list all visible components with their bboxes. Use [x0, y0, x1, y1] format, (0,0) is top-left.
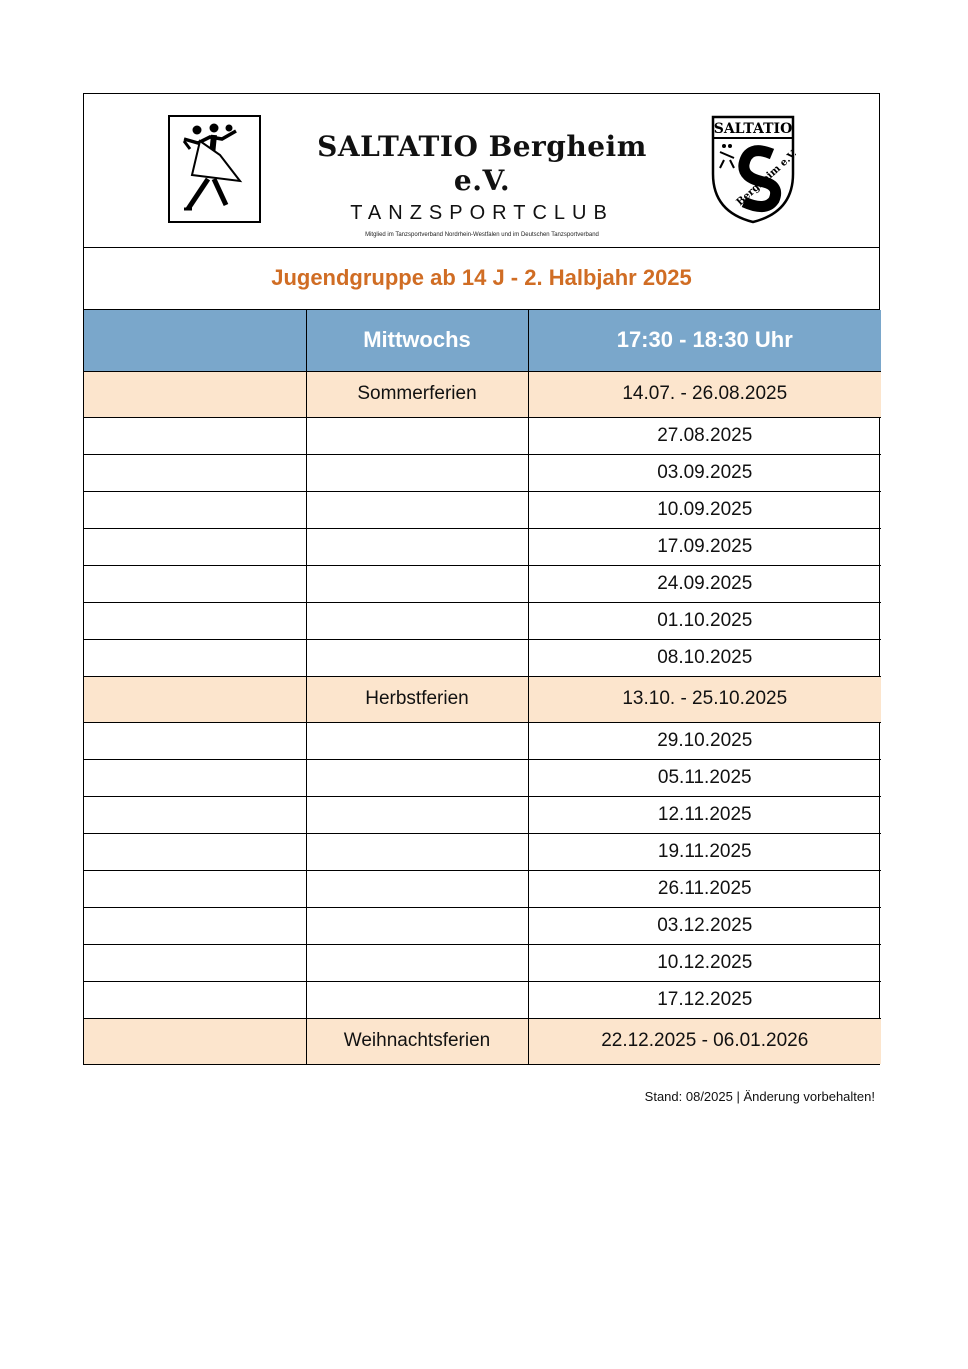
holiday-row: [84, 676, 881, 722]
row-cell-label: [306, 639, 528, 676]
table-row: [84, 907, 881, 944]
row-cell-label: [306, 870, 528, 907]
club-header: [84, 94, 879, 248]
row-cell-blank: [84, 759, 306, 796]
club-name: SALTATIO Bergheim e.V.: [317, 130, 647, 197]
row-cell-date: 03.09.2025: [528, 454, 881, 491]
table-header-row: [84, 310, 881, 371]
row-cell-date: 26.11.2025: [528, 870, 881, 907]
row-cell-label: [306, 565, 528, 602]
row-cell-date: 24.09.2025: [528, 565, 881, 602]
row-cell-blank: [84, 1018, 306, 1064]
row-cell-label: [306, 722, 528, 759]
row-cell-date: 14.07. - 26.08.2025: [528, 371, 881, 417]
row-cell-date: 29.10.2025: [528, 722, 881, 759]
table-row: [84, 602, 881, 639]
row-cell-date: 13.10. - 25.10.2025: [528, 676, 881, 722]
row-cell-label: [306, 528, 528, 565]
table-row: [84, 833, 881, 870]
table-row: [84, 981, 881, 1018]
row-cell-date: 03.12.2025: [528, 907, 881, 944]
club-subtitle: TANZSPORTCLUB: [350, 202, 614, 224]
row-cell-label: [306, 944, 528, 981]
emblem-arc-text: Bergheim e.V.: [734, 147, 796, 209]
row-cell-blank: [84, 602, 306, 639]
row-cell-blank: [84, 833, 306, 870]
row-cell-date: 01.10.2025: [528, 602, 881, 639]
schedule-title: Jugendgruppe ab 14 J - 2. Halbjahr 2025: [84, 248, 879, 310]
row-cell-blank: [84, 796, 306, 833]
club-title-block: [284, 130, 680, 238]
row-cell-date: 17.12.2025: [528, 981, 881, 1018]
table-row: [84, 944, 881, 981]
row-cell-label: [306, 981, 528, 1018]
row-cell-label: Herbstferien: [306, 676, 528, 722]
row-cell-date: 22.12.2025 - 06.01.2026: [528, 1018, 881, 1064]
row-cell-blank: [84, 491, 306, 528]
row-cell-label: [306, 602, 528, 639]
row-cell-label: Weihnachtsferien: [306, 1018, 528, 1064]
table-row: [84, 796, 881, 833]
header-cell-empty: [84, 310, 306, 371]
table-row: [84, 722, 881, 759]
table-row: [84, 417, 881, 454]
row-cell-blank: [84, 870, 306, 907]
header-cell-time: 17:30 - 18:30 Uhr: [528, 310, 881, 371]
table-row: [84, 759, 881, 796]
row-cell-date: 12.11.2025: [528, 796, 881, 833]
row-cell-date: 10.12.2025: [528, 944, 881, 981]
table-row: [84, 639, 881, 676]
row-cell-label: [306, 759, 528, 796]
schedule-table: [84, 310, 881, 1064]
table-row: [84, 528, 881, 565]
club-membership-note: Mitglied im Tanzsportverband Nordrhein-Westfalen und im Deutschen Tanzsportverband: [365, 232, 599, 238]
dancers-logo: [168, 115, 261, 223]
table-row: [84, 454, 881, 491]
row-cell-label: Sommerferien: [306, 371, 528, 417]
row-cell-label: [306, 833, 528, 870]
row-cell-blank: [84, 907, 306, 944]
header-cell-day: Mittwochs: [306, 310, 528, 371]
row-cell-blank: [84, 371, 306, 417]
row-cell-blank: [84, 454, 306, 491]
row-cell-blank: [84, 639, 306, 676]
schedule-sheet: [83, 93, 880, 1065]
table-row: [84, 491, 881, 528]
row-cell-label: [306, 491, 528, 528]
club-emblem: [710, 114, 796, 224]
row-cell-date: 17.09.2025: [528, 528, 881, 565]
row-cell-blank: [84, 722, 306, 759]
emblem-top-text: SALTATIO: [713, 121, 793, 137]
row-cell-date: 19.11.2025: [528, 833, 881, 870]
row-cell-label: [306, 454, 528, 491]
row-cell-label: [306, 417, 528, 454]
row-cell-date: 08.10.2025: [528, 639, 881, 676]
row-cell-blank: [84, 676, 306, 722]
row-cell-blank: [84, 565, 306, 602]
row-cell-blank: [84, 417, 306, 454]
table-row: [84, 870, 881, 907]
holiday-row: [84, 371, 881, 417]
row-cell-date: 27.08.2025: [528, 417, 881, 454]
row-cell-blank: [84, 528, 306, 565]
footer-note: Stand: 08/2025 | Änderung vorbehalten!: [644, 1089, 875, 1104]
row-cell-date: 05.11.2025: [528, 759, 881, 796]
table-row: [84, 565, 881, 602]
row-cell-blank: [84, 944, 306, 981]
row-cell-label: [306, 907, 528, 944]
row-cell-date: 10.09.2025: [528, 491, 881, 528]
row-cell-blank: [84, 981, 306, 1018]
holiday-row: [84, 1018, 881, 1064]
row-cell-label: [306, 796, 528, 833]
